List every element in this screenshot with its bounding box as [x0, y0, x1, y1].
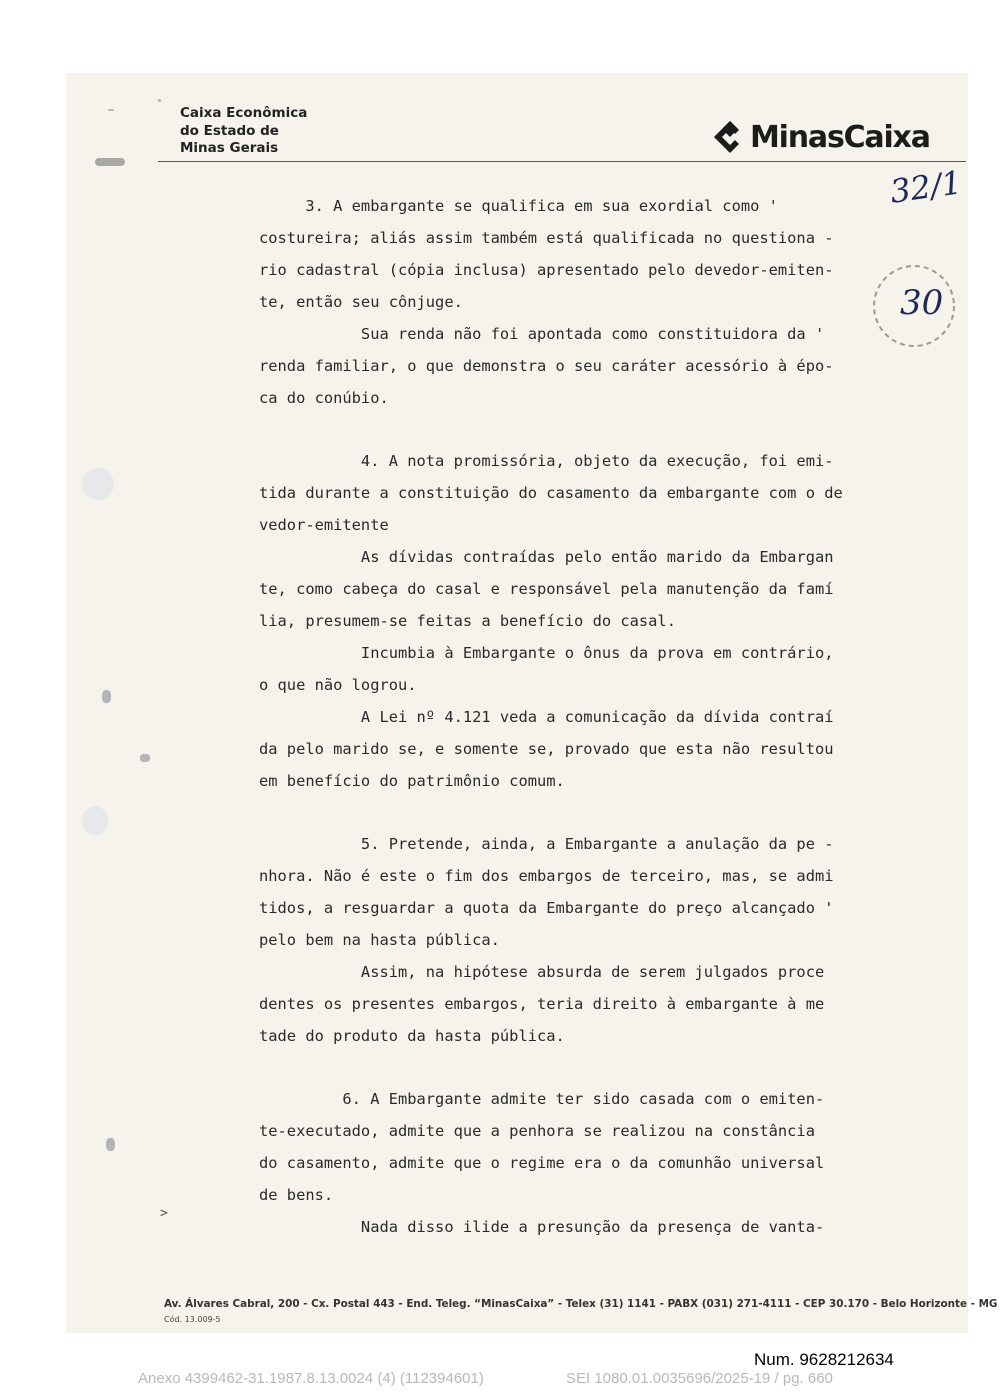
handwritten-folio: 32/1 — [887, 163, 965, 211]
text-line: tida durante a constituição do casamento da embargante com o de — [259, 484, 843, 502]
org-line: Caixa Econômica — [180, 105, 308, 121]
sei-reference: SEI 1080.01.0035696/2025-19 / pg. 660 — [566, 1370, 833, 1387]
text-line: o que não logrou. — [259, 676, 417, 694]
paragraph-3 — [259, 190, 929, 414]
text-line: dentes os presentes embargos, teria direito à embargante à me — [259, 995, 825, 1013]
text-line: As dívidas contraídas pelo então marido da Embargan — [259, 548, 834, 566]
footer-address: Av. Álvares Cabral, 200 - Cx. Postal 443 - End. Teleg. “MinasCaixa” - Telex (31) 1141 - PABX (031) 271-4111 - CEP 30.170 - Belo Horizonte - MG — [164, 1298, 998, 1310]
diamond-logo-icon — [712, 119, 748, 155]
text-line: 4. A nota promissória, objeto da execução, foi emi- — [259, 452, 834, 470]
text-line: Assim, na hipótese absurda de serem julgados proce — [259, 963, 825, 981]
speck — [158, 99, 161, 102]
header-rule — [158, 161, 966, 162]
speck — [102, 690, 111, 703]
org-line: Minas Gerais — [180, 140, 279, 156]
text-line: renda familiar, o que demonstra o seu caráter acessório à épo- — [259, 357, 834, 375]
text-line: te, como cabeça do casal e responsável pela manutenção da famí — [259, 580, 834, 598]
brand-name: MinasCaixa — [750, 119, 930, 155]
text-line: pelo bem na hasta pública. — [259, 931, 500, 949]
rule-mark — [95, 158, 125, 166]
text-line: rio cadastral (cópia inclusa) apresentado pelo devedor-emiten- — [259, 261, 834, 279]
text-line: costureira; aliás assim também está qualificada no questiona - — [259, 229, 834, 247]
text-line: 6. A Embargante admite ter sido casada com o emiten- — [259, 1090, 825, 1108]
document-number: Num. 9628212634 — [754, 1350, 894, 1369]
speck — [106, 1138, 115, 1151]
text-line: Sua renda não foi apontada como constituidora da ' — [259, 325, 825, 343]
margin-mark: > — [160, 1206, 168, 1221]
text-line: te, então seu cônjuge. — [259, 293, 463, 311]
paragraph-6 — [259, 1083, 929, 1243]
text-line: vedor-emitente — [259, 516, 389, 534]
text-line: tade do produto da hasta pública. — [259, 1027, 565, 1045]
punch-hole — [82, 468, 114, 500]
text-line: lia, presumem-se feitas a benefício do casal. — [259, 612, 676, 630]
text-line: da pelo marido se, e somente se, provado que esta não resultou — [259, 740, 834, 758]
minascaixa-logo — [712, 118, 930, 156]
punch-hole — [82, 806, 108, 836]
annex-reference: Anexo 4399462-31.1987.8.13.0024 (4) (112394601) — [138, 1370, 484, 1387]
speck — [140, 754, 150, 762]
text-line: de bens. — [259, 1186, 334, 1204]
text-line: A Lei nº 4.121 veda a comunicação da dívida contraí — [259, 708, 834, 726]
text-line: do casamento, admite que o regime era o da comunhão universal — [259, 1154, 825, 1172]
text-line: ca do conúbio. — [259, 389, 389, 407]
stamp-number: 30 — [900, 283, 944, 323]
text-line: tidos, a resguardar a quota da Embargante do preço alcançado ' — [259, 899, 834, 917]
speck — [108, 109, 114, 111]
paragraph-5 — [259, 828, 929, 1052]
text-line: te-executado, admite que a penhora se realizou na constância — [259, 1122, 815, 1140]
text-line: Nada disso ilide a presunção da presença de vanta- — [259, 1218, 825, 1236]
text-line: nhora. Não é este o fim dos embargos de terceiro, mas, se admi — [259, 867, 834, 885]
text-line: 5. Pretende, ainda, a Embargante a anulação da pe - — [259, 835, 834, 853]
document-body — [259, 190, 929, 1243]
text-line: 3. A embargante se qualifica em sua exordial como ' — [259, 197, 778, 215]
organization-name — [180, 105, 307, 158]
org-line: do Estado de — [180, 122, 279, 139]
form-code: Cód. 13.009-5 — [164, 1315, 221, 1324]
text-line: em benefício do patrimônio comum. — [259, 772, 565, 790]
text-line: Incumbia à Embargante o ônus da prova em contrário, — [259, 644, 834, 662]
paragraph-4 — [259, 445, 929, 797]
